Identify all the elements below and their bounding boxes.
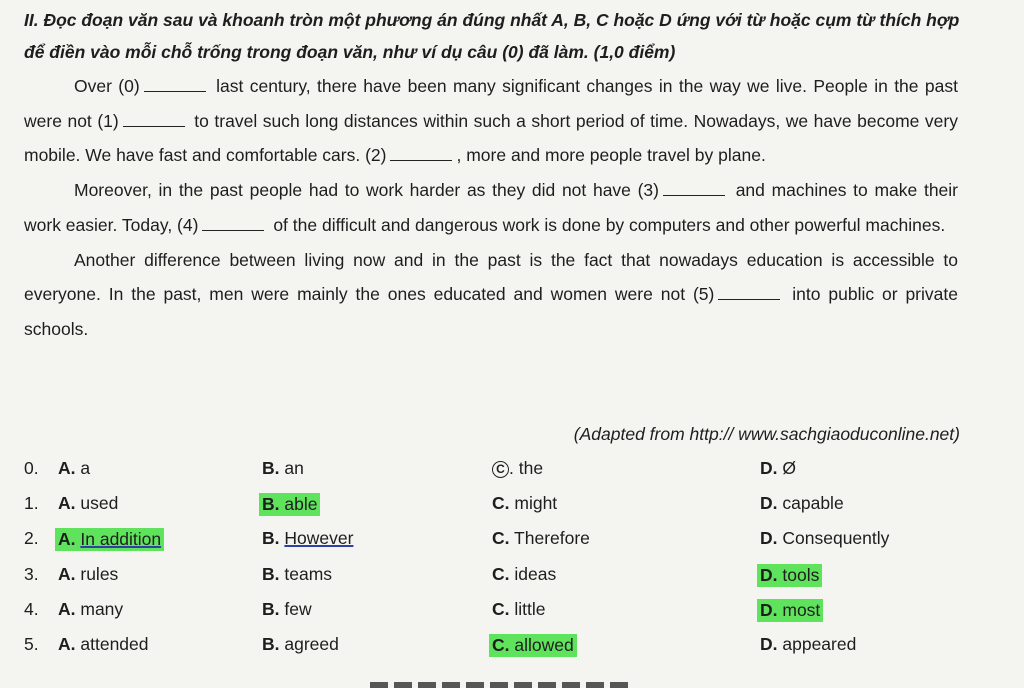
option-text: Therefore	[514, 528, 590, 548]
option-letter: B.	[262, 528, 280, 548]
blank-1	[123, 112, 185, 127]
option-a[interactable]	[58, 564, 118, 585]
option-text: capable	[782, 493, 844, 513]
p1-text-3: , more and more people travel by plane.	[456, 145, 766, 166]
option-b[interactable]	[262, 528, 353, 549]
option-text: many	[80, 599, 124, 619]
option-d[interactable]	[760, 493, 844, 514]
option-text: However	[284, 528, 354, 548]
blank-4	[202, 216, 264, 231]
option-c[interactable]	[492, 528, 590, 549]
paragraph-3	[24, 243, 958, 347]
option-text: used	[80, 493, 119, 513]
option-c-circled[interactable]	[492, 458, 543, 479]
option-letter: C.	[492, 493, 510, 513]
option-text: an	[284, 458, 304, 478]
option-letter: A.	[58, 634, 76, 654]
option-letter: D.	[760, 565, 778, 585]
option-text: ideas	[514, 564, 557, 584]
option-a[interactable]	[58, 634, 149, 655]
option-a[interactable]	[58, 493, 118, 514]
question-number: 2.	[24, 528, 39, 548]
option-text: tools	[782, 565, 820, 585]
option-letter: D.	[760, 528, 778, 548]
option-d[interactable]	[760, 458, 796, 479]
p1-text-0: Over (0)	[74, 76, 140, 96]
p1-text-2: to travel such long distances within such a short period of time. Nowadays, we have become very mobile. We have fast and comfortable cars. (2)	[24, 110, 958, 166]
option-text: few	[284, 599, 312, 619]
option-letter: C.	[492, 564, 510, 584]
option-c[interactable]	[492, 599, 546, 620]
question-row-0	[0, 458, 1024, 492]
option-text: little	[514, 599, 546, 619]
question-number: 3.	[24, 564, 39, 584]
option-d[interactable]	[760, 634, 856, 655]
option-text: might	[514, 493, 558, 513]
option-b[interactable]	[262, 634, 339, 655]
reading-passage	[24, 69, 958, 347]
option-text: In addition	[80, 529, 162, 549]
question-number: 1.	[24, 493, 39, 513]
option-c[interactable]	[492, 564, 556, 585]
option-letter: B.	[262, 599, 280, 619]
option-d[interactable]	[760, 528, 889, 549]
option-letter: D.	[760, 600, 778, 620]
option-a-highlighted[interactable]	[55, 528, 164, 551]
question-row-4	[0, 599, 1024, 633]
p2-text-2: and machines to make their work easier. Today, (4)	[24, 180, 958, 235]
question-row-2	[0, 528, 1024, 562]
option-letter: B.	[262, 494, 280, 514]
p3-text-1: Another difference between living now and in the past is the fact that nowadays education is accessible to everyone. In the past, men were mainly the ones educated and women were not	[24, 249, 958, 305]
blank-3	[663, 181, 725, 196]
option-c-highlighted[interactable]	[489, 634, 577, 657]
question-number: 4.	[24, 599, 39, 619]
option-text: agreed	[284, 634, 339, 654]
option-letter: D.	[760, 493, 778, 513]
paragraph-2	[24, 173, 958, 242]
option-a[interactable]	[58, 458, 90, 479]
question-number: 0.	[24, 458, 39, 478]
paragraph-1	[24, 69, 958, 173]
p2-text-1: Moreover, in the past people had to work harder as they did not have (3)	[74, 180, 659, 201]
blank-0	[144, 77, 206, 92]
option-b-highlighted[interactable]	[259, 493, 320, 516]
question-row-5	[0, 634, 1024, 668]
option-text: rules	[80, 564, 119, 584]
option-text: teams	[284, 564, 333, 584]
option-letter: B.	[262, 634, 280, 654]
circled-answer-mark: C	[492, 461, 509, 478]
blank-2	[390, 146, 452, 161]
option-letter: B.	[262, 564, 280, 584]
option-b[interactable]	[262, 564, 332, 585]
exercise-instructions: II. Đọc đoạn văn sau và khoanh tròn một phương án đúng nhất A, B, C hoặc D ứng với từ hoặc cụm từ thích hợp để điền vào mỗi chỗ trống trong đoạn văn, như ví dụ câu (0) đã làm. (1,0 điểm)	[24, 10, 960, 62]
option-text: allowed	[514, 635, 574, 655]
option-text: appeared	[782, 634, 857, 654]
option-letter: A.	[58, 458, 76, 478]
option-b[interactable]	[262, 599, 312, 620]
option-text: Consequently	[782, 528, 890, 548]
option-a[interactable]	[58, 599, 123, 620]
blank-5	[718, 285, 780, 300]
p3-text-2: (5)	[692, 284, 715, 305]
option-letter: A.	[58, 599, 76, 619]
option-text: most	[782, 600, 821, 620]
option-d-highlighted[interactable]	[757, 599, 823, 622]
source-citation: (Adapted from http:// www.sachgiaoduconline.net)	[573, 424, 960, 444]
option-b[interactable]	[262, 458, 304, 479]
p3-text-3: into public or private schools.	[24, 284, 958, 339]
option-text: attended	[80, 634, 149, 654]
option-letter: B.	[262, 458, 280, 478]
option-letter: C.	[492, 635, 510, 655]
option-text: . the	[509, 458, 544, 478]
option-letter: C.	[492, 528, 510, 548]
option-text: a	[80, 458, 91, 478]
option-text: Ø	[782, 458, 796, 478]
option-c[interactable]	[492, 493, 557, 514]
option-letter: A.	[58, 529, 76, 549]
option-letter: A.	[58, 493, 76, 513]
option-letter: D.	[760, 458, 778, 478]
question-row-1	[0, 493, 1024, 527]
question-row-3	[0, 564, 1024, 598]
option-letter: A.	[58, 564, 76, 584]
p2-text-3: of the difficult and dangerous work is done by computers and other powerful machines.	[273, 214, 946, 235]
option-text: able	[284, 494, 318, 514]
option-letter: C.	[492, 599, 510, 619]
option-d-highlighted[interactable]	[757, 564, 822, 587]
option-letter: D.	[760, 634, 778, 654]
cut-off-next-heading	[370, 682, 630, 688]
p1-text-1: last century, there have been many significant changes in the way we live. People in the past were not (1)	[24, 76, 958, 131]
question-number: 5.	[24, 634, 39, 654]
